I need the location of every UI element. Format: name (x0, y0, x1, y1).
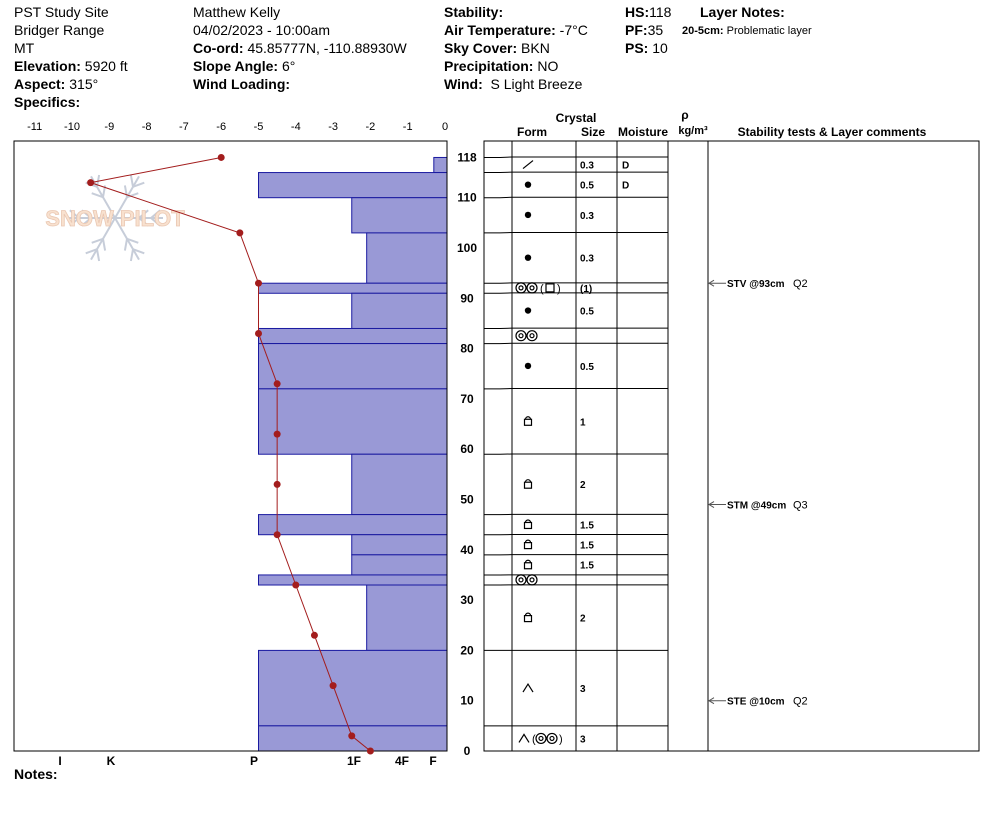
depth-tick-label: 10 (460, 693, 474, 708)
depth-hoar-icon (523, 684, 533, 692)
observer-name: Matthew Kelly (193, 4, 281, 20)
layer-size: 3 (580, 734, 586, 746)
faceted-icon (525, 522, 532, 528)
hardness-label: F (429, 754, 437, 768)
temp-tick-label: -7 (179, 121, 189, 133)
layer-size: 0.3 (580, 210, 594, 222)
stability-test-label: STV @93cm (727, 279, 785, 291)
depth-tick-label: 30 (460, 593, 474, 608)
rounds-icon (536, 733, 546, 743)
layer-size: 1.5 (580, 540, 594, 552)
temperature-point (330, 682, 337, 689)
depth-tick-label: 100 (456, 241, 478, 255)
rounds-icon (516, 575, 526, 585)
hardness-bar (352, 535, 447, 555)
layer-size: 1.5 (580, 520, 594, 532)
temperature-point (292, 582, 299, 589)
depth-tick-label: 118 (457, 150, 477, 165)
temperature-point (255, 280, 262, 287)
depth-tick-label: 70 (460, 391, 474, 406)
temp-tick-label: -10 (64, 121, 80, 133)
specifics-label: Specifics: (14, 94, 81, 110)
temperature-point (274, 380, 281, 387)
stability-test-quality: Q2 (793, 278, 808, 291)
layer-table (484, 141, 979, 751)
temperature-point (274, 481, 281, 488)
elevation-value: 5920 ft (84, 58, 128, 74)
watermark-text: SNOW PILOT (45, 206, 185, 231)
decomposing-icon (525, 307, 531, 313)
air-temp-label: Air Temperature: (444, 22, 556, 38)
layer-size: 0.5 (580, 306, 594, 318)
rounds-icon (519, 286, 523, 290)
hardness-bar (352, 454, 447, 514)
rounds-icon (516, 283, 526, 293)
notes-label: Notes: (14, 766, 58, 782)
elevation-label: Elevation: (14, 58, 81, 74)
rounds-icon (530, 578, 534, 582)
temperature-point (274, 431, 281, 438)
temp-tick-label: -1 (402, 121, 413, 133)
stability-test-quality: Q2 (793, 695, 808, 708)
sky-label: Sky Cover: (444, 40, 518, 56)
temperature-point (367, 748, 374, 755)
slope-label: Slope Angle: (193, 58, 279, 74)
faceted-icon (525, 563, 532, 569)
aspect-label: Aspect: (14, 76, 66, 92)
layer-size: 1 (580, 417, 586, 429)
temperature-point (348, 732, 355, 739)
stability-header: Stability tests & Layer comments (737, 125, 927, 139)
precip-particle-icon (523, 161, 533, 169)
layer-size: 3 (580, 684, 586, 696)
pf-label: PF: (625, 22, 648, 38)
stability-test-label: STM @49cm (727, 500, 787, 512)
hardness-bar (259, 515, 448, 535)
snowflake-branch (125, 239, 127, 251)
depth-tick-label: 20 (460, 643, 474, 658)
sky-value: BKN (521, 40, 550, 56)
layer-note-range: 20-5cm: (682, 25, 724, 37)
wind-loading-label: Wind Loading: (193, 76, 291, 92)
layer-size: 2 (580, 613, 586, 625)
crystal-header: Crystal (555, 111, 597, 125)
temp-tick-label: -11 (27, 121, 43, 133)
faceted-icon (525, 616, 532, 622)
hardness-label: 1F (346, 754, 362, 768)
temperature-point (236, 229, 243, 236)
hardness-bar (259, 344, 448, 389)
stability-label: Stability: (444, 4, 504, 20)
temperature-point (87, 179, 94, 186)
layer-size: 0.5 (580, 180, 594, 192)
form-header: Form (517, 125, 547, 139)
range-name: Bridger Range (14, 22, 105, 38)
state-name: MT (14, 40, 35, 56)
coord-value: 45.85777N, -110.88930W (247, 40, 407, 56)
hardness-bar (352, 198, 447, 233)
temp-tick-label: -4 (290, 121, 301, 133)
hardness-bar (367, 585, 447, 650)
layer-size: 0.5 (580, 361, 594, 373)
hardness-label: 4F (394, 754, 410, 768)
site-name: PST Study Site (14, 4, 109, 20)
temp-tick-label: -3 (328, 121, 338, 133)
stability-test-label: STE @10cm (727, 696, 785, 708)
hardness-bar (352, 555, 447, 575)
precip-value: NO (537, 58, 559, 74)
depth-tick-label: 80 (460, 341, 474, 356)
snowpilot-watermark (45, 175, 185, 261)
rounds-icon (530, 286, 534, 290)
snowflake-branch (97, 249, 99, 261)
decomposing-icon (525, 363, 531, 369)
density-unit-header: kg/m³ (678, 125, 708, 137)
depth-tick-label: 110 (457, 190, 477, 205)
layer-moisture: D (622, 160, 630, 172)
layer-size: 0.3 (580, 253, 594, 265)
temp-tick-label: -8 (141, 121, 152, 133)
precip-label: Precipitation: (444, 58, 534, 74)
rounds-icon (527, 575, 537, 585)
wind-label: Wind: (444, 76, 483, 92)
size-header: Size (580, 125, 606, 139)
faceted-icon (546, 284, 554, 292)
layer-note-text: Problematic layer (726, 25, 812, 37)
hs-label: HS: (625, 4, 650, 20)
depth-tick-label: 90 (460, 291, 474, 306)
temperature-point (311, 632, 318, 639)
faceted-icon (525, 482, 532, 488)
depth-tick-label: 50 (460, 492, 474, 507)
layer-size: (1) (580, 283, 593, 295)
rounds-icon (539, 736, 543, 740)
temp-tick-label: 0 (441, 121, 449, 133)
temperature-point (274, 531, 281, 538)
paren-icon: ) (557, 282, 561, 295)
rounds-icon (527, 331, 537, 341)
moisture-header: Moisture (617, 125, 669, 139)
temp-tick-label: -9 (104, 121, 115, 133)
paren-icon: ( (532, 733, 536, 746)
paren-icon: ( (540, 282, 544, 295)
decomposing-icon (525, 254, 531, 260)
depth-hoar-icon (519, 734, 529, 742)
hardness-bars (259, 157, 448, 751)
rounds-icon (550, 736, 554, 740)
depth-tick-label: 40 (460, 542, 474, 557)
snowflake-branch (131, 249, 133, 261)
decomposing-icon (525, 181, 531, 187)
wind-value: S Light Breeze (490, 76, 583, 92)
rounds-icon (519, 334, 523, 338)
decomposing-icon (525, 212, 531, 218)
depth-tick-label: 0 (463, 744, 471, 758)
depth-tick-label: 60 (460, 442, 474, 457)
hardness-bar (259, 283, 448, 293)
rounds-icon (519, 578, 523, 582)
layer-notes-label: Layer Notes: (700, 4, 785, 20)
rounds-icon (516, 331, 526, 341)
hardness-bar (259, 389, 448, 454)
coord-label: Co-ord: (193, 40, 244, 56)
rounds-icon (547, 733, 557, 743)
temp-tick-label: -5 (253, 121, 264, 133)
hardness-bar (259, 650, 448, 725)
rho-header: ρ (681, 108, 689, 122)
aspect-value: 315° (69, 76, 99, 92)
snowflake-branch (131, 175, 133, 187)
ps-label: PS: (625, 40, 649, 56)
air-temp-value: -7°C (559, 22, 588, 38)
pf-value: 35 (647, 22, 664, 38)
layer-size: 0.3 (580, 160, 594, 172)
ps-value: 10 (652, 40, 668, 56)
paren-icon: ) (559, 733, 563, 746)
rounds-icon (530, 334, 534, 338)
rounds-icon (527, 283, 537, 293)
stability-test-quality: Q3 (793, 499, 808, 512)
hardness-label: I (58, 754, 62, 768)
layer-moisture: D (622, 180, 630, 192)
hardness-bar (259, 328, 448, 343)
slope-value: 6° (281, 58, 296, 74)
layer-size: 1.5 (580, 560, 594, 572)
hardness-label: P (249, 754, 259, 768)
faceted-icon (525, 419, 532, 425)
hardness-bar (352, 293, 447, 328)
observation-datetime: 04/02/2023 - 10:00am (193, 22, 330, 38)
hardness-bar (259, 173, 448, 198)
temperature-point (255, 330, 262, 337)
hardness-bar (434, 157, 447, 172)
hs-value: 118 (649, 4, 672, 20)
hardness-label: K (106, 754, 116, 768)
temp-tick-label: -6 (216, 121, 227, 133)
snowflake-branch (125, 185, 127, 197)
temperature-point (218, 154, 225, 161)
hardness-bar (367, 233, 447, 283)
layer-size: 2 (580, 480, 586, 492)
temp-tick-label: -2 (365, 121, 376, 133)
snowflake-branch (103, 239, 105, 251)
faceted-icon (525, 543, 532, 549)
hardness-bar (259, 575, 448, 585)
